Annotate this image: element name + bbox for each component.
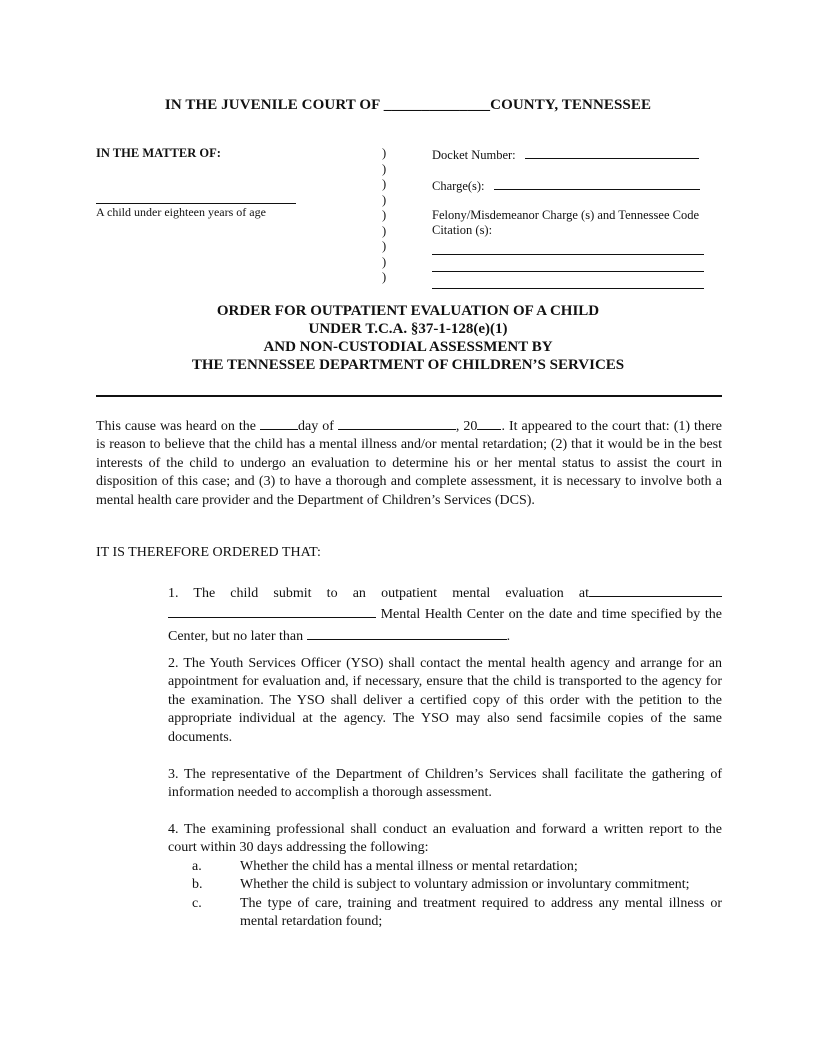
felony-label: Felony/Misdemeanor Charge (s) and Tennessee Code bbox=[432, 208, 700, 222]
charges-label: Charge(s): bbox=[432, 179, 485, 193]
sub-item-text: The type of care, training and treatment required to address any mental illness or mental retardation found; bbox=[240, 895, 722, 930]
paren: ) bbox=[382, 146, 387, 160]
paren: ) bbox=[382, 177, 387, 191]
sub-item-letter: b. bbox=[192, 877, 203, 893]
county-blank: ______________ bbox=[383, 97, 491, 113]
paren: ) bbox=[382, 239, 387, 253]
day-field[interactable] bbox=[260, 415, 298, 430]
citation-line-2[interactable] bbox=[432, 255, 704, 272]
caption-left bbox=[96, 146, 306, 220]
sub-item-b bbox=[192, 876, 722, 894]
sub-item-c bbox=[192, 895, 722, 932]
matter-label: IN THE MATTER OF: bbox=[96, 146, 221, 160]
evaluation-location-field[interactable] bbox=[589, 582, 722, 597]
order-item-4 bbox=[168, 821, 722, 931]
citation-label: Citation (s): bbox=[432, 223, 493, 237]
paren: ) bbox=[382, 161, 387, 176]
title-divider bbox=[96, 395, 722, 397]
mental-health-center-field[interactable] bbox=[168, 603, 376, 618]
paren: ) bbox=[382, 192, 387, 207]
paren: ) bbox=[382, 208, 387, 222]
intro-part-2: day of bbox=[298, 419, 334, 434]
caption-parentheses bbox=[382, 146, 386, 286]
sub-item-a bbox=[192, 858, 722, 876]
sub-item-letter: a. bbox=[192, 858, 202, 874]
title-line-4: THE TENNESSEE DEPARTMENT OF CHILDREN’S SERVICES bbox=[191, 357, 625, 373]
paren: ) bbox=[382, 270, 387, 284]
paren: ) bbox=[382, 254, 387, 269]
ordered-label: IT IS THEREFORE ORDERED THAT: bbox=[96, 545, 321, 560]
item1-part-2: Mental Health Center on the date and time specified by the Center, but no later than bbox=[168, 607, 723, 644]
order-item-2: 2. The Youth Services Officer (YSO) shall contact the mental health agency and arrange for an appointment for evaluation and, if necessary, ensure that the child is transported to the agency for the examination. The YSO shall deliver a certified copy of this order with the petition to the appropriate individual at the agency. The YSO may also send facsimile copies of the same documents. bbox=[168, 656, 722, 745]
month-field[interactable] bbox=[338, 415, 456, 430]
title-line-1: ORDER FOR OUTPATIENT EVALUATION OF A CHILD bbox=[216, 303, 600, 319]
paren: ) bbox=[382, 223, 387, 238]
item1-part-3: . bbox=[506, 628, 511, 644]
court-heading-prefix: IN THE JUVENILE COURT OF bbox=[164, 97, 380, 113]
order-item-3: 3. The representative of the Department of Children’s Services shall facilitate the gathering of information needed to accomplish a thorough assessment. bbox=[168, 767, 722, 801]
order-title bbox=[0, 302, 816, 374]
docket-row bbox=[432, 146, 732, 177]
court-heading bbox=[0, 97, 816, 114]
sub-item-text: Whether the child has a mental illness or mental retardation; bbox=[240, 858, 578, 874]
intro-paragraph bbox=[96, 415, 722, 510]
charges-row bbox=[432, 177, 732, 208]
intro-part-4: . It appeared to the court that: (1) there is reason to believe that the child has a mental illness and/or mental retardation; (2) that it would be in the best interests of the child to undergo an evaluation to determine his or her mental status to assist the court in disposition of this case; and (3) to have a thorough and complete assessment, it is necessary to involve both a mental health care provider and the Department of Children’s Services (DCS). bbox=[96, 419, 723, 508]
caption-right bbox=[432, 146, 732, 289]
item1-part-1: 1. The child submit to an outpatient mental evaluation at bbox=[168, 586, 589, 601]
sub-item-letter: c. bbox=[192, 895, 202, 911]
court-heading-suffix: COUNTY, TENNESSEE bbox=[490, 97, 652, 113]
order-item-1 bbox=[168, 582, 722, 646]
citation-line-3[interactable] bbox=[432, 272, 704, 289]
intro-part-1: This cause was heard on the bbox=[96, 419, 256, 434]
citation-line-1[interactable] bbox=[432, 238, 704, 255]
sub-item-text: Whether the child is subject to voluntary admission or involuntary commitment; bbox=[240, 877, 690, 893]
title-line-3: AND NON-CUSTODIAL ASSESSMENT BY bbox=[263, 339, 553, 355]
item4-intro: 4. The examining professional shall conduct an evaluation and forward a written report to the court within 30 days addressing the following: bbox=[168, 822, 722, 856]
title-line-2: UNDER T.C.A. §37-1-128(e)(1) bbox=[308, 321, 508, 337]
year-field[interactable] bbox=[477, 415, 501, 430]
intro-part-3: , 20 bbox=[455, 419, 478, 434]
docket-number-field[interactable] bbox=[525, 146, 699, 159]
charges-field[interactable] bbox=[494, 177, 700, 190]
child-label: A child under eighteen years of age bbox=[96, 203, 296, 220]
deadline-date-field[interactable] bbox=[307, 625, 507, 640]
docket-label: Docket Number: bbox=[432, 148, 516, 162]
